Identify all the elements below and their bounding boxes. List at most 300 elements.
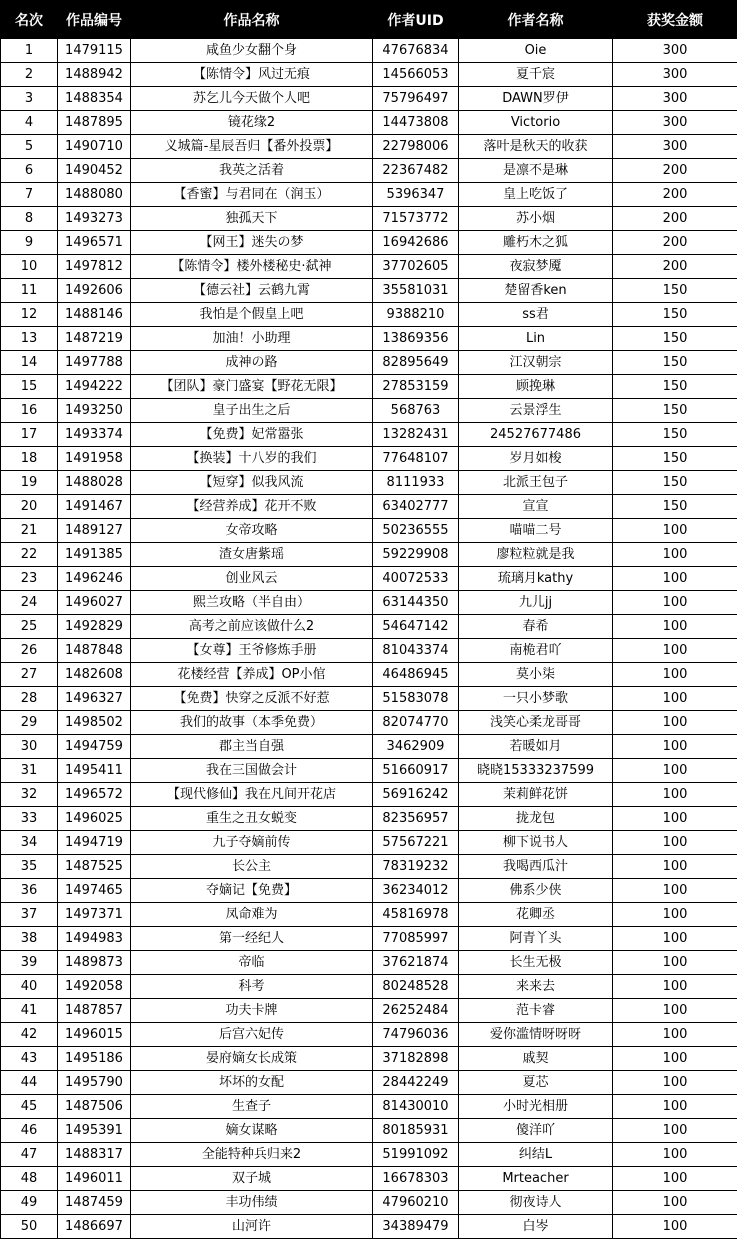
author-name-cell: 落叶是秋天的收获 (459, 135, 613, 159)
table-row (1, 1191, 737, 1215)
prize-amount-cell: 100 (613, 519, 737, 543)
author-name-cell: 云景浮生 (459, 399, 613, 423)
rank-cell: 18 (1, 447, 58, 471)
author-uid-cell: 81430010 (373, 1095, 459, 1119)
table-row (1, 831, 737, 855)
work-title-cell: 高考之前应该做什么2 (131, 615, 373, 639)
rank-cell: 27 (1, 663, 58, 687)
work-id-cell: 1494983 (58, 927, 131, 951)
prize-amount-cell: 150 (613, 495, 737, 519)
table-row (1, 1023, 737, 1047)
work-title-cell: 渣女唐紫瑶 (131, 543, 373, 567)
prize-amount-cell: 150 (613, 423, 737, 447)
prize-amount-cell: 100 (613, 759, 737, 783)
prize-amount-cell: 100 (613, 1167, 737, 1191)
rank-cell: 38 (1, 927, 58, 951)
work-title-cell: 双子城 (131, 1167, 373, 1191)
work-title-cell: 花楼经营【养成】OP小倌 (131, 663, 373, 687)
prize-amount-cell: 100 (613, 639, 737, 663)
author-name-cell: 彻夜诗人 (459, 1191, 613, 1215)
header-author-name: 作者名称 (459, 1, 613, 39)
work-id-cell: 1496246 (58, 567, 131, 591)
work-id-cell: 1495186 (58, 1047, 131, 1071)
author-uid-cell: 50236555 (373, 519, 459, 543)
author-uid-cell: 14566053 (373, 63, 459, 87)
work-id-cell: 1489873 (58, 951, 131, 975)
work-title-cell: 我们的故事（本季免费） (131, 711, 373, 735)
table-row (1, 519, 737, 543)
table-row (1, 1071, 737, 1095)
work-title-cell: 【换装】十八岁的我们 (131, 447, 373, 471)
work-id-cell: 1488942 (58, 63, 131, 87)
header-work-title: 作品名称 (131, 1, 373, 39)
work-id-cell: 1498502 (58, 711, 131, 735)
work-title-cell: 九子夺嫡前传 (131, 831, 373, 855)
work-title-cell: 重生之丑女蜕变 (131, 807, 373, 831)
author-name-cell: 浅笑心柔龙哥哥 (459, 711, 613, 735)
rank-cell: 34 (1, 831, 58, 855)
work-title-cell: 生查子 (131, 1095, 373, 1119)
table-row (1, 879, 737, 903)
table-row (1, 615, 737, 639)
work-id-cell: 1495391 (58, 1119, 131, 1143)
work-id-cell: 1496327 (58, 687, 131, 711)
table-row (1, 255, 737, 279)
prize-amount-cell: 100 (613, 1071, 737, 1095)
work-id-cell: 1489127 (58, 519, 131, 543)
work-title-cell: 【女尊】王爷修炼手册 (131, 639, 373, 663)
header-author-uid: 作者UID (373, 1, 459, 39)
author-uid-cell: 14473808 (373, 111, 459, 135)
rank-cell: 50 (1, 1215, 58, 1239)
table-row (1, 423, 737, 447)
author-name-cell: 小时光相册 (459, 1095, 613, 1119)
prize-amount-cell: 100 (613, 711, 737, 735)
work-id-cell: 1494759 (58, 735, 131, 759)
work-id-cell: 1496572 (58, 783, 131, 807)
prize-amount-cell: 100 (613, 903, 737, 927)
work-title-cell: 【陈情令】风过无痕 (131, 63, 373, 87)
author-uid-cell: 47676834 (373, 39, 459, 63)
author-uid-cell: 80185931 (373, 1119, 459, 1143)
author-uid-cell: 40072533 (373, 567, 459, 591)
work-id-cell: 1491385 (58, 543, 131, 567)
prize-amount-cell: 100 (613, 687, 737, 711)
table-row (1, 231, 737, 255)
author-name-cell: 范卡睿 (459, 999, 613, 1023)
author-uid-cell: 16678303 (373, 1167, 459, 1191)
author-name-cell: 南桅君吖 (459, 639, 613, 663)
table-row (1, 1047, 737, 1071)
author-name-cell: 廖粒粒就是我 (459, 543, 613, 567)
work-id-cell: 1495790 (58, 1071, 131, 1095)
work-title-cell: 【网王】迷失の梦 (131, 231, 373, 255)
author-name-cell: 皇上吃饭了 (459, 183, 613, 207)
prize-amount-cell: 300 (613, 135, 737, 159)
table-row (1, 567, 737, 591)
table-row (1, 111, 737, 135)
prize-amount-cell: 300 (613, 63, 737, 87)
work-id-cell: 1487525 (58, 855, 131, 879)
work-title-cell: 皇子出生之后 (131, 399, 373, 423)
author-name-cell: Mrteacher (459, 1167, 613, 1191)
rank-cell: 4 (1, 111, 58, 135)
prize-amount-cell: 300 (613, 87, 737, 111)
author-uid-cell: 28442249 (373, 1071, 459, 1095)
prize-amount-cell: 200 (613, 255, 737, 279)
author-uid-cell: 34389479 (373, 1215, 459, 1239)
work-title-cell: 【经营养成】花开不败 (131, 495, 373, 519)
rank-cell: 9 (1, 231, 58, 255)
work-id-cell: 1495411 (58, 759, 131, 783)
work-title-cell: 咸鱼少女翻个身 (131, 39, 373, 63)
table-row (1, 183, 737, 207)
rank-cell: 1 (1, 39, 58, 63)
prize-amount-cell: 100 (613, 615, 737, 639)
rank-cell: 5 (1, 135, 58, 159)
author-name-cell: Oie (459, 39, 613, 63)
rank-cell: 33 (1, 807, 58, 831)
author-uid-cell: 77085997 (373, 927, 459, 951)
work-title-cell: 加油！小助理 (131, 327, 373, 351)
work-title-cell: 我英之活着 (131, 159, 373, 183)
rank-cell: 11 (1, 279, 58, 303)
table-row (1, 159, 737, 183)
work-title-cell: 镜花缘2 (131, 111, 373, 135)
rank-cell: 39 (1, 951, 58, 975)
author-uid-cell: 74796036 (373, 1023, 459, 1047)
work-title-cell: 【团队】豪门盛宴【野花无限】 (131, 375, 373, 399)
table-row (1, 279, 737, 303)
prize-amount-cell: 200 (613, 183, 737, 207)
author-uid-cell: 82356957 (373, 807, 459, 831)
author-name-cell: 一只小梦歌 (459, 687, 613, 711)
table-row (1, 855, 737, 879)
author-uid-cell: 80248528 (373, 975, 459, 999)
prize-amount-cell: 100 (613, 567, 737, 591)
work-id-cell: 1488354 (58, 87, 131, 111)
rank-cell: 45 (1, 1095, 58, 1119)
table-row (1, 591, 737, 615)
table-row (1, 1119, 737, 1143)
table-row (1, 543, 737, 567)
author-uid-cell: 51660917 (373, 759, 459, 783)
work-title-cell: 我怕是个假皇上吧 (131, 303, 373, 327)
author-name-cell: 江汉朝宗 (459, 351, 613, 375)
author-uid-cell: 13869356 (373, 327, 459, 351)
prize-amount-cell: 100 (613, 543, 737, 567)
prize-amount-cell: 300 (613, 39, 737, 63)
table-row (1, 1215, 737, 1239)
rank-cell: 13 (1, 327, 58, 351)
work-id-cell: 1497371 (58, 903, 131, 927)
author-name-cell: 柳下说书人 (459, 831, 613, 855)
prize-amount-cell: 200 (613, 231, 737, 255)
author-name-cell: 是凛不是琳 (459, 159, 613, 183)
author-name-cell: 傻洋吖 (459, 1119, 613, 1143)
author-uid-cell: 22798006 (373, 135, 459, 159)
work-title-cell: 帝临 (131, 951, 373, 975)
table-row (1, 639, 737, 663)
author-uid-cell: 13282431 (373, 423, 459, 447)
table-row (1, 711, 737, 735)
author-name-cell: Lin (459, 327, 613, 351)
table-row (1, 1095, 737, 1119)
rank-cell: 25 (1, 615, 58, 639)
table-row (1, 303, 737, 327)
author-uid-cell: 75796497 (373, 87, 459, 111)
work-title-cell: 【现代修仙】我在凡间开花店 (131, 783, 373, 807)
work-title-cell: 长公主 (131, 855, 373, 879)
work-id-cell: 1487857 (58, 999, 131, 1023)
author-uid-cell: 81043374 (373, 639, 459, 663)
author-name-cell: 夏芯 (459, 1071, 613, 1095)
table-row (1, 999, 737, 1023)
table-row (1, 1167, 737, 1191)
author-name-cell: Victorio (459, 111, 613, 135)
author-name-cell: 晓晓15333237599 (459, 759, 613, 783)
work-id-cell: 1492829 (58, 615, 131, 639)
author-uid-cell: 77648107 (373, 447, 459, 471)
rank-cell: 3 (1, 87, 58, 111)
work-id-cell: 1490452 (58, 159, 131, 183)
prize-amount-cell: 150 (613, 447, 737, 471)
work-id-cell: 1493250 (58, 399, 131, 423)
table-row (1, 63, 737, 87)
work-title-cell: 【短穿】似我风流 (131, 471, 373, 495)
work-id-cell: 1492606 (58, 279, 131, 303)
work-title-cell: 【陈情令】楼外楼秘史·弑神 (131, 255, 373, 279)
author-uid-cell: 63144350 (373, 591, 459, 615)
prize-amount-cell: 100 (613, 1095, 737, 1119)
author-uid-cell: 5396347 (373, 183, 459, 207)
author-uid-cell: 46486945 (373, 663, 459, 687)
author-name-cell: 长生无极 (459, 951, 613, 975)
author-name-cell: 莫小柒 (459, 663, 613, 687)
prize-amount-cell: 200 (613, 207, 737, 231)
author-name-cell: 24527677486 (459, 423, 613, 447)
table-body (1, 39, 737, 1239)
header-rank: 名次 (1, 1, 58, 39)
prize-amount-cell: 100 (613, 1119, 737, 1143)
header-row (1, 1, 737, 39)
work-id-cell: 1487895 (58, 111, 131, 135)
table-row (1, 1143, 737, 1167)
author-uid-cell: 27853159 (373, 375, 459, 399)
work-id-cell: 1488028 (58, 471, 131, 495)
author-uid-cell: 47960210 (373, 1191, 459, 1215)
work-title-cell: 夺嫡记【免费】 (131, 879, 373, 903)
author-name-cell: 我喝西瓜汁 (459, 855, 613, 879)
prize-amount-cell: 150 (613, 375, 737, 399)
prize-amount-cell: 100 (613, 663, 737, 687)
table-row (1, 927, 737, 951)
rank-cell: 41 (1, 999, 58, 1023)
author-uid-cell: 51991092 (373, 1143, 459, 1167)
author-name-cell: 顾挽琳 (459, 375, 613, 399)
table-row (1, 327, 737, 351)
author-name-cell: 若暖如月 (459, 735, 613, 759)
prize-amount-cell: 100 (613, 951, 737, 975)
rank-cell: 49 (1, 1191, 58, 1215)
work-title-cell: 苏乞儿今天做个人吧 (131, 87, 373, 111)
work-title-cell: 坏坏的女配 (131, 1071, 373, 1095)
rank-cell: 23 (1, 567, 58, 591)
prize-amount-cell: 100 (613, 975, 737, 999)
author-uid-cell: 56916242 (373, 783, 459, 807)
author-name-cell: 雕朽木之狐 (459, 231, 613, 255)
work-title-cell: 凤命难为 (131, 903, 373, 927)
work-title-cell: 【德云社】云鹤九霄 (131, 279, 373, 303)
author-name-cell: ss君 (459, 303, 613, 327)
author-name-cell: 阿青丫头 (459, 927, 613, 951)
work-title-cell: 丰功伟绩 (131, 1191, 373, 1215)
work-title-cell: 创业风云 (131, 567, 373, 591)
rank-cell: 37 (1, 903, 58, 927)
work-title-cell: 【免费】快穿之反派不好惹 (131, 687, 373, 711)
header-work-id: 作品编号 (58, 1, 131, 39)
work-id-cell: 1487459 (58, 1191, 131, 1215)
table-row (1, 207, 737, 231)
rank-cell: 7 (1, 183, 58, 207)
author-name-cell: 爱你滥情呀呀呀 (459, 1023, 613, 1047)
work-id-cell: 1496571 (58, 231, 131, 255)
prize-amount-cell: 100 (613, 927, 737, 951)
table-row (1, 39, 737, 63)
author-uid-cell: 78319232 (373, 855, 459, 879)
work-title-cell: 义城篇-星辰吾归【番外投票】 (131, 135, 373, 159)
author-uid-cell: 3462909 (373, 735, 459, 759)
table-row (1, 471, 737, 495)
work-id-cell: 1496011 (58, 1167, 131, 1191)
work-title-cell: 【免费】妃常嚣张 (131, 423, 373, 447)
author-uid-cell: 26252484 (373, 999, 459, 1023)
author-uid-cell: 568763 (373, 399, 459, 423)
table-row (1, 975, 737, 999)
prize-amount-cell: 200 (613, 159, 737, 183)
author-uid-cell: 71573772 (373, 207, 459, 231)
work-title-cell: 全能特种兵归来2 (131, 1143, 373, 1167)
author-name-cell: 夏千宸 (459, 63, 613, 87)
author-name-cell: 楚留香ken (459, 279, 613, 303)
prize-amount-cell: 100 (613, 783, 737, 807)
author-name-cell: 花卿丞 (459, 903, 613, 927)
table-row (1, 375, 737, 399)
rank-cell: 46 (1, 1119, 58, 1143)
author-name-cell: 来来去 (459, 975, 613, 999)
table-row (1, 687, 737, 711)
table-header (1, 1, 737, 39)
rank-cell: 21 (1, 519, 58, 543)
work-title-cell: 嫡女谋略 (131, 1119, 373, 1143)
author-name-cell: 喵喵二号 (459, 519, 613, 543)
rank-cell: 29 (1, 711, 58, 735)
rank-cell: 35 (1, 855, 58, 879)
work-id-cell: 1496025 (58, 807, 131, 831)
author-uid-cell: 16942686 (373, 231, 459, 255)
table-row (1, 951, 737, 975)
work-id-cell: 1487219 (58, 327, 131, 351)
work-id-cell: 1488317 (58, 1143, 131, 1167)
prize-amount-cell: 100 (613, 999, 737, 1023)
prize-amount-cell: 100 (613, 831, 737, 855)
work-title-cell: 成神の路 (131, 351, 373, 375)
work-id-cell: 1490710 (58, 135, 131, 159)
author-uid-cell: 37621874 (373, 951, 459, 975)
work-id-cell: 1497465 (58, 879, 131, 903)
rank-cell: 26 (1, 639, 58, 663)
author-name-cell: 夜寂梦魇 (459, 255, 613, 279)
author-uid-cell: 35581031 (373, 279, 459, 303)
work-title-cell: 晏府嫡女长成策 (131, 1047, 373, 1071)
rank-cell: 24 (1, 591, 58, 615)
work-id-cell: 1493374 (58, 423, 131, 447)
header-prize-amount: 获奖金额 (613, 1, 737, 39)
work-title-cell: 郡主当自强 (131, 735, 373, 759)
work-id-cell: 1486697 (58, 1215, 131, 1239)
work-title-cell: 功夫卡牌 (131, 999, 373, 1023)
work-id-cell: 1491467 (58, 495, 131, 519)
work-id-cell: 1487848 (58, 639, 131, 663)
prize-amount-cell: 150 (613, 303, 737, 327)
author-uid-cell: 82074770 (373, 711, 459, 735)
rank-cell: 43 (1, 1047, 58, 1071)
author-uid-cell: 63402777 (373, 495, 459, 519)
rank-cell: 31 (1, 759, 58, 783)
author-uid-cell: 36234012 (373, 879, 459, 903)
work-id-cell: 1496015 (58, 1023, 131, 1047)
author-name-cell: 白岑 (459, 1215, 613, 1239)
prize-amount-cell: 300 (613, 111, 737, 135)
work-id-cell: 1493273 (58, 207, 131, 231)
author-name-cell: 戚契 (459, 1047, 613, 1071)
table-row (1, 447, 737, 471)
work-id-cell: 1496027 (58, 591, 131, 615)
table-row (1, 759, 737, 783)
rank-cell: 19 (1, 471, 58, 495)
author-uid-cell: 59229908 (373, 543, 459, 567)
work-title-cell: 第一经纪人 (131, 927, 373, 951)
author-name-cell: 茉莉鲜花饼 (459, 783, 613, 807)
work-id-cell: 1491958 (58, 447, 131, 471)
table-row (1, 351, 737, 375)
table-row (1, 87, 737, 111)
work-id-cell: 1487506 (58, 1095, 131, 1119)
work-title-cell: 独孤天下 (131, 207, 373, 231)
author-name-cell: 宣宣 (459, 495, 613, 519)
work-id-cell: 1482608 (58, 663, 131, 687)
author-uid-cell: 37702605 (373, 255, 459, 279)
table-row (1, 495, 737, 519)
prize-amount-cell: 100 (613, 1215, 737, 1239)
author-uid-cell: 9388210 (373, 303, 459, 327)
work-title-cell: 女帝攻略 (131, 519, 373, 543)
table-row (1, 663, 737, 687)
work-title-cell: 科考 (131, 975, 373, 999)
table-row (1, 399, 737, 423)
prize-amount-cell: 100 (613, 855, 737, 879)
table-row (1, 135, 737, 159)
prize-amount-cell: 100 (613, 1191, 737, 1215)
prize-amount-cell: 100 (613, 735, 737, 759)
work-title-cell: 后宫六妃传 (131, 1023, 373, 1047)
work-title-cell: 我在三国做会计 (131, 759, 373, 783)
prize-amount-cell: 150 (613, 351, 737, 375)
work-title-cell: 【香蜜】与君同在（润玉） (131, 183, 373, 207)
author-uid-cell: 54647142 (373, 615, 459, 639)
author-uid-cell: 45816978 (373, 903, 459, 927)
prize-amount-cell: 100 (613, 1047, 737, 1071)
